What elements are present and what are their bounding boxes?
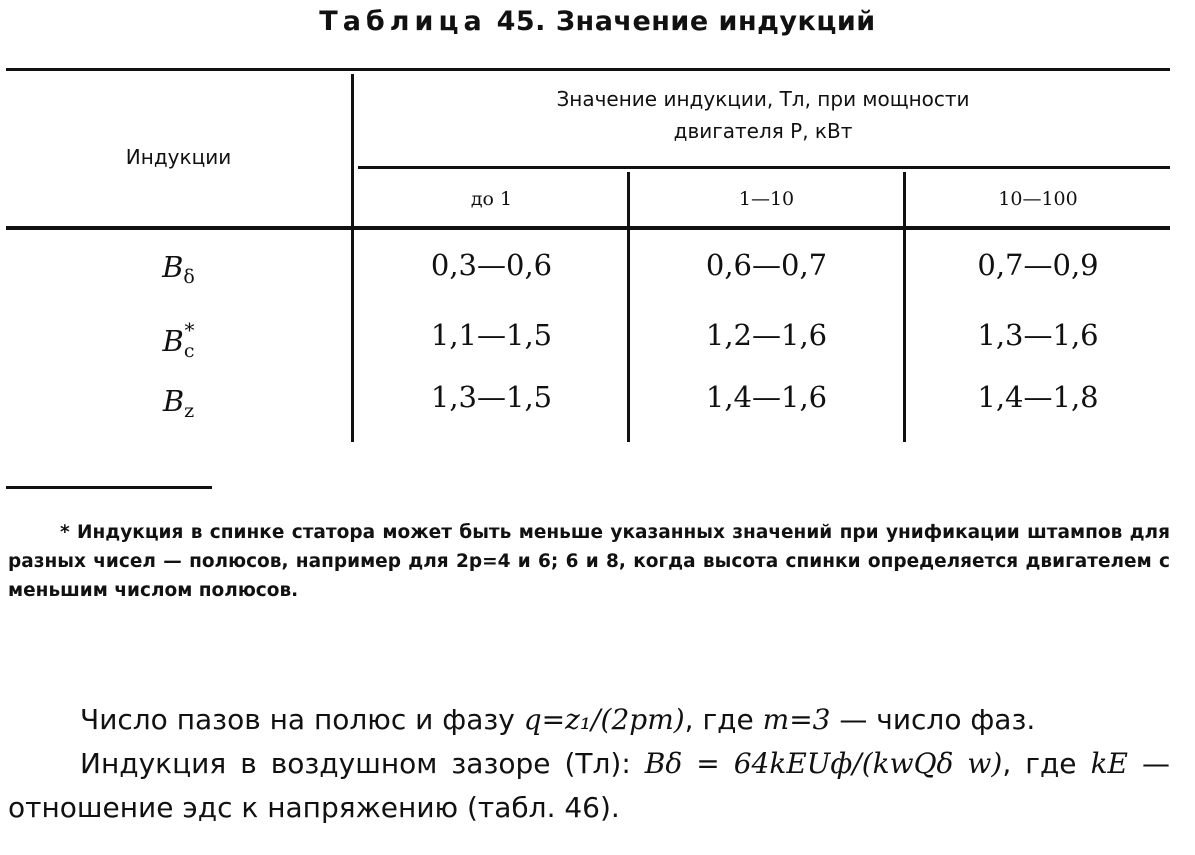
column-header-3: 10—100 — [998, 188, 1078, 210]
table-cell: 1,4—1,6 — [705, 380, 828, 414]
table-row-symbol: $B_z$ — [162, 384, 195, 422]
formula: q=z₁/(2pm) — [523, 703, 685, 736]
group-header-line-1: Значение индукции, Тл, при мощности — [556, 87, 970, 111]
table-cell: 1,1—1,5 — [430, 318, 553, 352]
row-header-divider — [351, 74, 354, 442]
table-number: 45. — [496, 6, 546, 37]
body-text — [8, 698, 1170, 830]
table-cell: 0,6—0,7 — [705, 248, 828, 282]
table-cell: 1,3—1,5 — [430, 380, 553, 414]
table-caption: Значение индукций — [555, 6, 876, 37]
paragraph-1: Число пазов на полюс и фазу q=z₁/(2pm), где m=3 — число фаз. — [80, 703, 1036, 736]
footnote: * Индукция в спинке статора может быть меньше указанных значений при унификации штампов для разных чисел — полюсов, например для 2p=4 и 6; 6 и 8, когда высота спинки определяется двигателем с меньшим числом полюсов. — [8, 522, 1170, 601]
group-header-line-2: двигателя P, кВт — [673, 119, 853, 143]
table-row-symbol: $B_c^*$ — [162, 318, 195, 362]
formula: m=3 — [762, 703, 831, 736]
table-label: Таблица — [319, 6, 487, 37]
formula: Bδ = 64kEUф/(kwQδ w) — [644, 747, 1003, 780]
table-top-rule — [6, 68, 1170, 71]
table-cell: 0,3—0,6 — [430, 248, 553, 282]
footnote-rule — [6, 486, 212, 489]
column-header-1: до 1 — [470, 188, 513, 210]
table-cell: 1,2—1,6 — [705, 318, 828, 352]
table-cell: 1,4—1,8 — [977, 380, 1099, 414]
column-header-2: 1—10 — [738, 188, 795, 210]
paragraph-2: Индукция в воздушном зазоре (Тл): Bδ = 64kEUф/(kwQδ w), где kE — отношение эдс к напряжению (табл. 46). — [8, 747, 1170, 824]
header-bottom-rule — [6, 226, 1170, 230]
table-row-symbol: $B_\delta$ — [162, 250, 195, 288]
row-header: Индукции — [125, 145, 232, 169]
table-cell: 1,3—1,6 — [977, 318, 1099, 352]
table-cell: 0,7—0,9 — [977, 248, 1099, 282]
formula: kE — [1090, 747, 1128, 780]
table-title — [0, 6, 1195, 37]
group-header-rule — [358, 166, 1170, 169]
